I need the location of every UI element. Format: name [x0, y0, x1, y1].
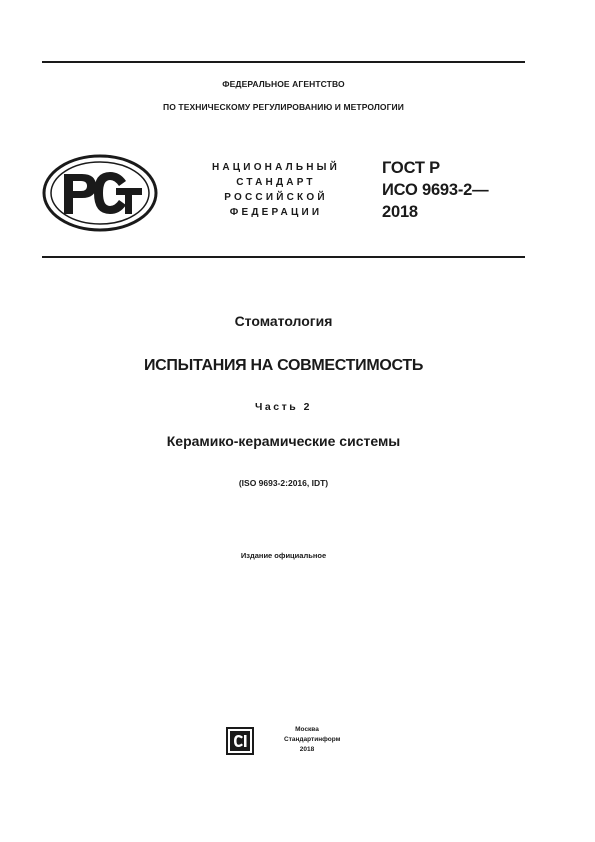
standard-type-line: СТАНДАРТ [236, 177, 316, 188]
standard-type-line: НАЦИОНАЛЬНЫЙ [211, 162, 341, 173]
gost-r-logo-icon [42, 154, 158, 232]
standard-type [196, 160, 356, 220]
document-subtitle: Керамико-керамические системы [166, 433, 401, 449]
standard-designation [382, 157, 488, 223]
designation-line: ИСО 9693-2— [382, 181, 489, 199]
publisher-info [284, 725, 341, 755]
standard-type-line: ФЕДЕРАЦИИ [229, 207, 323, 218]
designation-line: 2018 [382, 203, 418, 221]
agency-line-1: ФЕДЕРАЛЬНОЕ АГЕНТСТВО [222, 79, 345, 89]
designation-line: ГОСТ Р [382, 159, 440, 177]
edition-note: Издание официальное [240, 551, 327, 560]
publisher-year: 2018 [299, 746, 315, 753]
document-subject: Стоматология [234, 313, 333, 329]
publisher-city: Москва [295, 726, 319, 733]
standartinform-logo-icon [226, 727, 254, 755]
document-part: Часть 2 [255, 401, 312, 413]
agency-line-2: ПО ТЕХНИЧЕСКОМУ РЕГУЛИРОВАНИЮ И МЕТРОЛОГИИ [163, 102, 404, 112]
middle-rule [42, 256, 525, 258]
iso-reference: (ISO 9693-2:2016, IDT) [238, 478, 329, 488]
standard-type-line: РОССИЙСКОЙ [224, 192, 328, 203]
top-rule [42, 61, 525, 63]
publisher-logo [226, 727, 254, 760]
document-title: ИСПЫТАНИЯ НА СОВМЕСТИМОСТЬ [143, 357, 424, 374]
publisher-name: Стандартинформ [284, 736, 341, 743]
gost-r-logo [42, 154, 158, 237]
